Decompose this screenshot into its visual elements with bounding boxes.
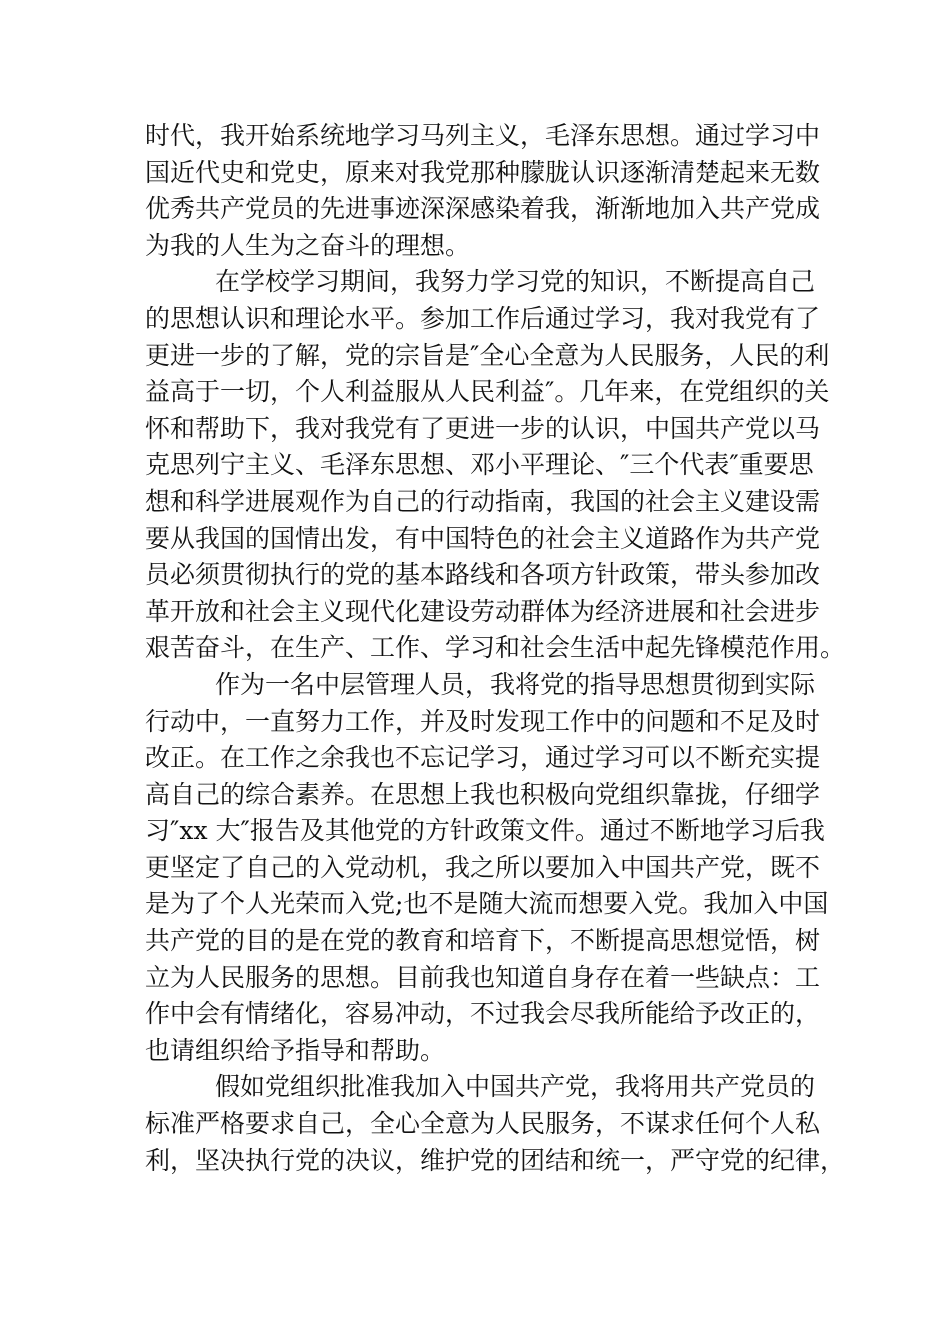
paragraph-2 <box>145 264 846 667</box>
text-line: 立为人民服务的思想。目前我也知道自身存在着一些缺点：工 <box>145 962 821 992</box>
text-line: 高自己的综合素养。在思想上我也积极向党组织靠拢，仔细学 <box>145 779 821 809</box>
paragraph-4 <box>145 1069 846 1179</box>
text-line: 共产党的目的是在党的教育和培育下，不断提高思想觉悟，树 <box>145 926 821 956</box>
text-line: 优秀共产党员的先进事迹深深感染着我，渐渐地加入共产党成 <box>145 194 821 224</box>
paragraph-3 <box>145 667 829 1070</box>
text-line: 作中会有情绪化，容易冲动，不过我会尽我所能给予改正的， <box>145 999 821 1029</box>
text-line: 作为一名中层管理人员，我将党的指导思想贯彻到实际 <box>215 669 816 699</box>
text-line: 假如党组织批准我加入中国共产党，我将用共产党员的 <box>215 1072 816 1102</box>
text-line: 也请组织给予指导和帮助。 <box>145 1035 446 1065</box>
text-line: 行动中，一直努力工作，并及时发现工作中的问题和不足及时 <box>145 706 821 736</box>
text-line: 利，坚决执行党的决议，维护党的团结和统一，严守党的纪律， <box>145 1145 846 1175</box>
text-line: 革开放和社会主义现代化建设劳动群体为经济进展和社会进步 <box>145 596 821 626</box>
text-line: 习″xx 大″报告及其他党的方针政策文件。通过不断地学习后我 <box>145 816 825 846</box>
text-line: 是为了个人光荣而入党;也不是随大流而想要入党。我加入中国 <box>145 889 829 919</box>
text-line: 更进一步的了解，党的宗旨是″全心全意为人民服务，人民的利 <box>145 340 830 370</box>
text-line: 的思想认识和理论水平。参加工作后通过学习，我对我党有了 <box>145 303 821 333</box>
text-line: 要从我国的国情出发，有中国特色的社会主义道路作为共产党 <box>145 523 821 553</box>
paragraph-1 <box>145 118 821 264</box>
text-line: 员必须贯彻执行的党的基本路线和各项方针政策，带头参加改 <box>145 560 821 590</box>
text-line: 艰苦奋斗，在生产、工作、学习和社会生活中起先锋模范作用。 <box>145 633 846 663</box>
text-line: 改正。在工作之余我也不忘记学习，通过学习可以不断充实提 <box>145 743 821 773</box>
text-line: 想和科学进展观作为自己的行动指南，我国的社会主义建设需 <box>145 486 821 516</box>
text-line: 国近代史和党史，原来对我党那种朦胧认识逐渐清楚起来无数 <box>145 157 821 187</box>
text-line: 益高于一切，个人利益服从人民利益″。几年来，在党组织的关 <box>145 377 830 407</box>
text-line: 标准严格要求自己，全心全意为人民服务，不谋求任何个人私 <box>145 1109 821 1139</box>
text-line: 时代，我开始系统地学习马列主义，毛泽东思想。通过学习中 <box>145 121 821 150</box>
text-line: 更坚定了自己的入党动机，我之所以要加入中国共产党，既不 <box>145 852 821 882</box>
text-line: 怀和帮助下，我对我党有了更进一步的认识，中国共产党以马 <box>145 413 821 443</box>
text-line: 克思列宁主义、毛泽东思想、邓小平理论、″三个代表″重要思 <box>145 450 814 480</box>
text-line: 在学校学习期间，我努力学习党的知识，不断提高自己 <box>215 267 816 297</box>
text-line: 为我的人生为之奋斗的理想。 <box>145 230 471 260</box>
document-page <box>145 118 846 1179</box>
